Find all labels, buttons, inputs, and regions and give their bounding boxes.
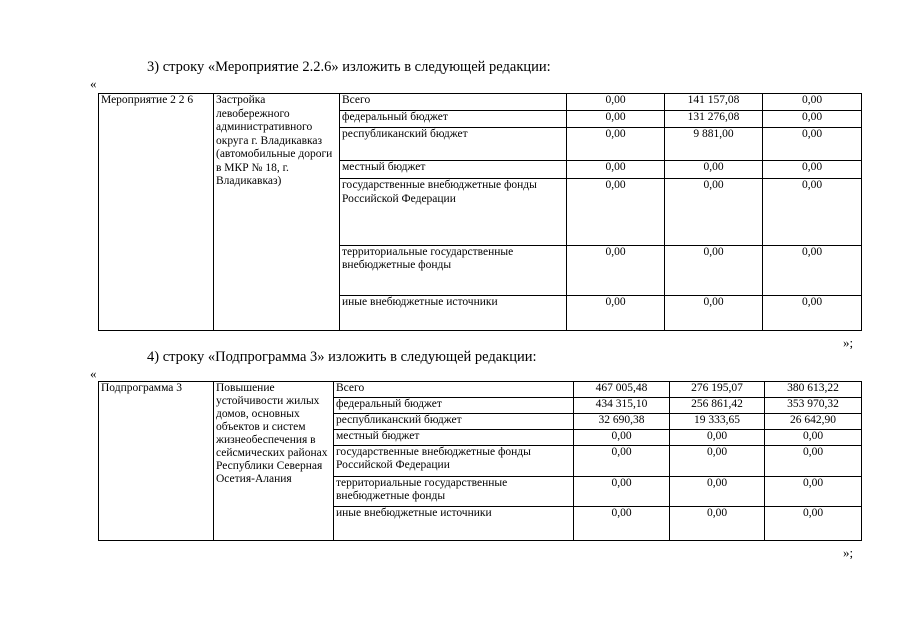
value-cell: 141 157,08 [665,94,763,111]
funding-source: территориальные государственные внебюджетные фонды [334,476,574,506]
value-cell: 0,00 [763,295,862,330]
value-cell: 0,00 [574,476,670,506]
section3-open-quote: « [90,76,97,91]
funding-source: местный бюджет [334,430,574,446]
value-cell: 434 315,10 [574,398,670,414]
value-cell: 0,00 [670,446,765,476]
value-cell: 0,00 [763,111,862,128]
value-cell: 9 881,00 [665,128,763,161]
value-cell: 353 970,32 [765,398,862,414]
value-cell: 0,00 [670,476,765,506]
value-cell: 467 005,48 [574,382,670,398]
funding-source: Всего [340,94,567,111]
section4-table [98,381,862,541]
measure-description: Застройка левобережного административного округа г. Владикавказ (автомобильные дороги в МКР № 18, г. Владикавказ) [214,94,340,331]
value-cell: 26 642,90 [765,414,862,430]
value-cell: 32 690,38 [574,414,670,430]
funding-source: федеральный бюджет [334,398,574,414]
value-cell: 0,00 [765,446,862,476]
value-cell: 276 195,07 [670,382,765,398]
value-cell: 0,00 [567,245,665,295]
value-cell: 0,00 [763,245,862,295]
value-cell: 19 333,65 [670,414,765,430]
value-cell: 256 861,42 [670,398,765,414]
value-cell: 0,00 [567,295,665,330]
value-cell: 0,00 [670,430,765,446]
value-cell: 0,00 [567,94,665,111]
value-cell: 0,00 [567,179,665,245]
value-cell: 0,00 [567,161,665,179]
value-cell: 0,00 [670,506,765,540]
value-cell: 0,00 [567,111,665,128]
value-cell: 0,00 [765,430,862,446]
table-row [99,382,862,398]
value-cell: 0,00 [574,506,670,540]
section3-heading: 3) строку «Мероприятие 2.2.6» изложить в следующей редакции: [147,59,551,75]
value-cell: 0,00 [765,476,862,506]
funding-source: иные внебюджетные источники [340,295,567,330]
funding-source: Всего [334,382,574,398]
value-cell: 0,00 [763,161,862,179]
value-cell: 0,00 [763,128,862,161]
funding-source: иные внебюджетные источники [334,506,574,540]
measure-name: Мероприятие 2 2 6 [99,94,214,331]
funding-source: местный бюджет [340,161,567,179]
funding-source: республиканский бюджет [340,128,567,161]
value-cell: 0,00 [763,94,862,111]
value-cell: 0,00 [665,179,763,245]
funding-source: федеральный бюджет [340,111,567,128]
value-cell: 0,00 [665,295,763,330]
section4-close-quote: »; [843,545,854,560]
section3-table [98,93,862,331]
section4-heading: 4) строку «Подпрограмма 3» изложить в следующей редакции: [147,349,537,365]
value-cell: 0,00 [665,161,763,179]
section3-close-quote: »; [843,335,854,350]
value-cell: 0,00 [567,128,665,161]
value-cell: 131 276,08 [665,111,763,128]
table-row [99,94,862,111]
subprogram-name: Подпрограмма 3 [99,382,214,541]
value-cell: 380 613,22 [765,382,862,398]
funding-source: республиканский бюджет [334,414,574,430]
funding-source: государственные внебюджетные фонды Российской Федерации [340,179,567,245]
funding-source: территориальные государственные внебюджетные фонды [340,245,567,295]
value-cell: 0,00 [765,506,862,540]
value-cell: 0,00 [763,179,862,245]
subprogram-description: Повышение устойчивости жилых домов, основных объектов и систем жизнеобеспечения в сейсмических районах Республики Северная Осетия-Алания [214,382,334,541]
funding-source: государственные внебюджетные фонды Российской Федерации [334,446,574,476]
value-cell: 0,00 [665,245,763,295]
section4-open-quote: « [90,366,97,381]
value-cell: 0,00 [574,430,670,446]
value-cell: 0,00 [574,446,670,476]
